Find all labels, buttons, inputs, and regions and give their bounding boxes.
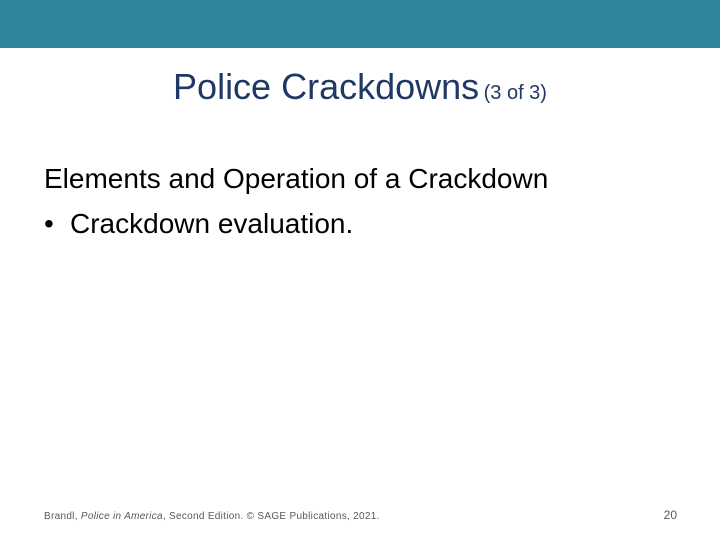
bullet-text: Crackdown evaluation. [70,208,354,239]
footer-author: Brandl, [44,511,78,522]
footer-citation [44,511,380,522]
page-number: 20 [663,508,677,522]
slide-title-suffix: (3 of 3) [483,82,547,104]
top-banner [0,0,720,48]
bullet-marker: • [44,208,54,239]
slide-title-main: Police Crackdowns [173,66,480,107]
bullet-item [44,208,353,240]
slide-title [0,66,720,108]
content-heading: Elements and Operation of a Crackdown [44,163,549,194]
footer-publication: , Second Edition. © SAGE Publications, 2021. [162,511,380,522]
footer-book-title: Police in America [80,511,163,522]
